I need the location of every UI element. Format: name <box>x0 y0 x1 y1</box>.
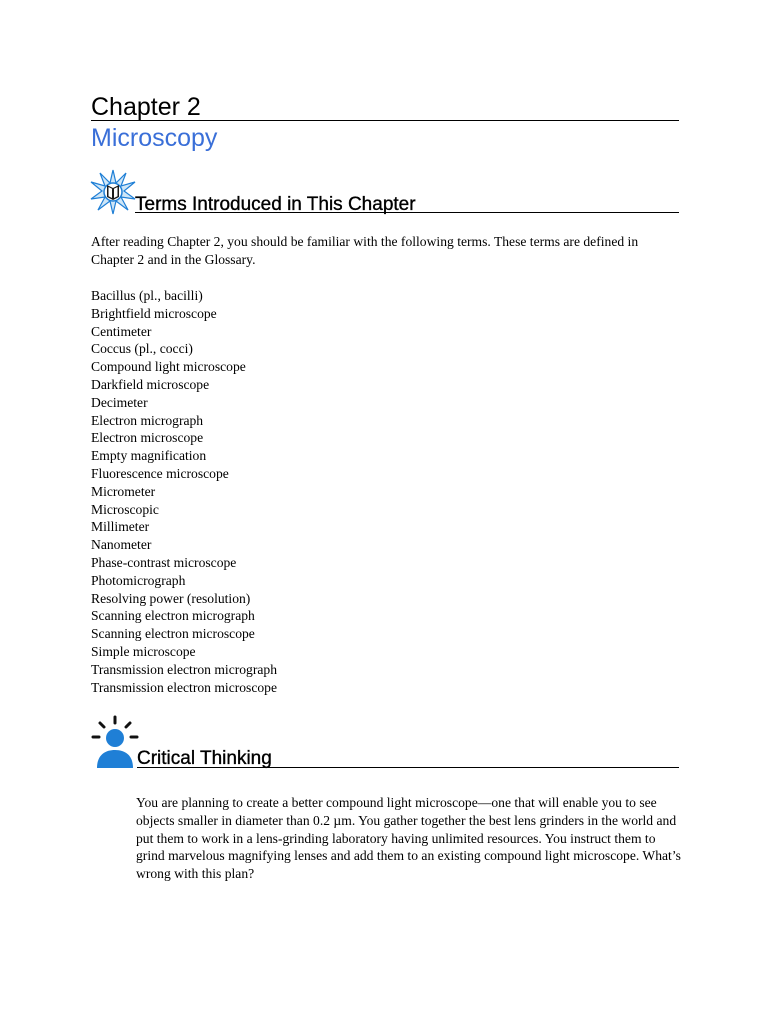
term-item: Resolving power (resolution) <box>91 590 251 606</box>
term-item: Bacillus (pl., bacilli) <box>91 288 203 303</box>
terms-list <box>91 287 277 696</box>
terms-section-heading: Terms Introduced in This Chapter <box>135 194 416 215</box>
term-item: Scanning electron microscope <box>91 626 255 642</box>
term-item: Transmission electron microscope <box>91 679 278 695</box>
chapter-title-rule <box>91 120 679 121</box>
term-item: Scanning electron micrograph <box>91 608 255 624</box>
terms-intro-paragraph: After reading Chapter 2, you should be familiar with the following terms. These terms are defined in Chapter 2 and in the Glossary. <box>91 234 639 267</box>
term-item: Centimeter <box>91 323 152 339</box>
critical-thinking-heading: Critical Thinking <box>137 748 272 769</box>
chapter-subtitle: Microscopy <box>91 124 218 152</box>
term-item: Compound light microscope <box>91 359 246 375</box>
term-item: Millimeter <box>91 519 150 535</box>
term-item: Micrometer <box>91 483 156 499</box>
critical-thinking-paragraph: You are planning to create a better compound light microscope—one that will enable you to see objects smaller in diameter than 0.2 µm. You gather together the best lens grinders in the world and put them to work in a lens-grinding laboratory having unlimited resources. You instruct them to grind marvelous magnifying lenses and add them to an existing compound light microscope. What’s wrong with this plan? <box>136 795 681 882</box>
term-item: Darkfield microscope <box>91 376 210 392</box>
term-item: Microscopic <box>91 501 159 517</box>
terms-section-rule <box>135 212 679 213</box>
term-item: Phase-contrast microscope <box>91 554 237 570</box>
term-item: Empty magnification <box>91 448 207 464</box>
term-item: Decimeter <box>91 394 148 410</box>
lightbulb-person-icon <box>90 715 140 769</box>
chapter-title: Chapter 2 <box>91 93 201 121</box>
critical-thinking-rule <box>137 767 679 768</box>
term-item: Coccus (pl., cocci) <box>91 341 193 357</box>
book-starburst-icon <box>90 169 136 215</box>
term-item: Nanometer <box>91 537 152 553</box>
term-item: Electron microscope <box>91 430 204 446</box>
term-item: Electron micrograph <box>91 412 204 428</box>
term-item: Photomicrograph <box>91 572 186 588</box>
term-item: Transmission electron micrograph <box>91 661 278 677</box>
term-item: Brightfield microscope <box>91 305 217 321</box>
term-item: Fluorescence microscope <box>91 465 229 481</box>
term-item: Simple microscope <box>91 643 196 659</box>
